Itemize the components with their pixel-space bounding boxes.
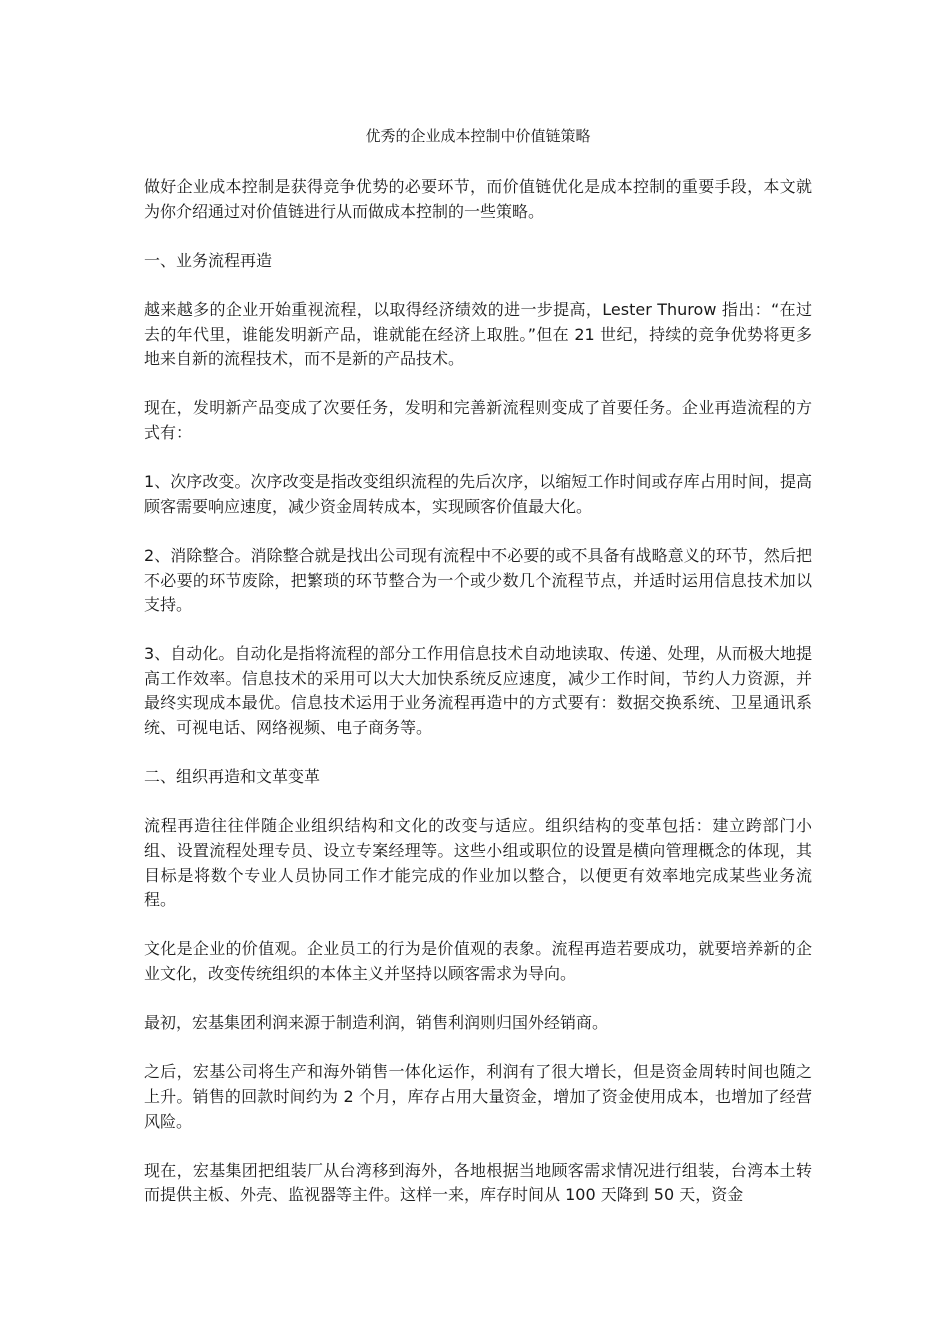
body-paragraph: 现在，发明新产品变成了次要任务，发明和完善新流程则变成了首要任务。企业再造流程的方式有：	[144, 398, 812, 442]
section-heading-1: 一、业务流程再造	[144, 250, 273, 270]
document-title: 优秀的企业成本控制中价值链策略	[365, 127, 591, 145]
body-paragraph: 文化是企业的价值观。企业员工的行为是价值观的表象。流程再造若要成功，就要培养新的企业文化，改变传统组织的本体主义并坚持以顾客需求为导向。	[144, 939, 812, 983]
body-paragraph: 之后，宏基公司将生产和海外销售一体化运作，利润有了很大增长，但是资金周转时间也随之上升。销售的回款时间约为 2 个月，库存占用大量资金，增加了资金使用成本，也增加了经营风险。	[144, 1062, 812, 1131]
list-item-paragraph: 1、次序改变。次序改变是指改变组织流程的先后次序，以缩短工作时间或存库占用时间，提高顾客需要响应速度，减少资金周转成本，实现顾客价值最大化。	[144, 472, 812, 516]
body-paragraph: 最初，宏基集团利润来源于制造利润，销售利润则归国外经销商。	[144, 1013, 609, 1033]
body-paragraph: 现在，宏基集团把组装厂从台湾移到海外，各地根据当地顾客需求情况进行组装，台湾本土转而提供主板、外壳、监视器等主件。这样一来，库存时间从 100 天降到 50 天，资金	[144, 1160, 812, 1205]
document-page	[144, 124, 812, 1233]
list-item-paragraph: 2、消除整合。消除整合就是找出公司现有流程中不必要的或不具备有战略意义的环节，然后把不必要的环节废除，把繁琐的环节整合为一个或少数几个流程节点，并适时运用信息技术加以支持。	[144, 545, 812, 615]
intro-paragraph: 做好企业成本控制是获得竞争优势的必要环节，而价值链优化是成本控制的重要手段，本文就为你介绍通过对价值链进行从而做成本控制的一些策略。	[144, 177, 812, 221]
body-paragraph: 流程再造往往伴随企业组织结构和文化的改变与适应。组织结构的变革包括：建立跨部门小组、设置流程处理专员、设立专案经理等。这些小组或职位的设置是横向管理概念的体现，其目标是将数个专业人员协同工作才能完成的作业加以整合，以便更有效率地完成某些业务流程。	[144, 816, 812, 910]
list-item-paragraph: 3、自动化。自动化是指将流程的部分工作用信息技术自动地读取、传递、处理，从而极大地提高工作效率。信息技术的采用可以大大加快系统反应速度，减少工作时间，节约人力资源，并最终实现成本最优。信息技术运用于业务流程再造中的方式要有：数据交换系统、卫星通讯系统、可视电话、网络视频、电子商务等。	[144, 644, 812, 738]
section-heading-2: 二、组织再造和文革变革	[144, 767, 321, 787]
body-paragraph: 越来越多的企业开始重视流程，以取得经济绩效的进一步提高，Lester Thurow 指出：“在过去的年代里，谁能发明新产品，谁就能在经济上取胜。”但在 21 世纪，持续的竞争优势将更多地来自新的流程技术，而不是新的产品技术。	[144, 299, 812, 369]
